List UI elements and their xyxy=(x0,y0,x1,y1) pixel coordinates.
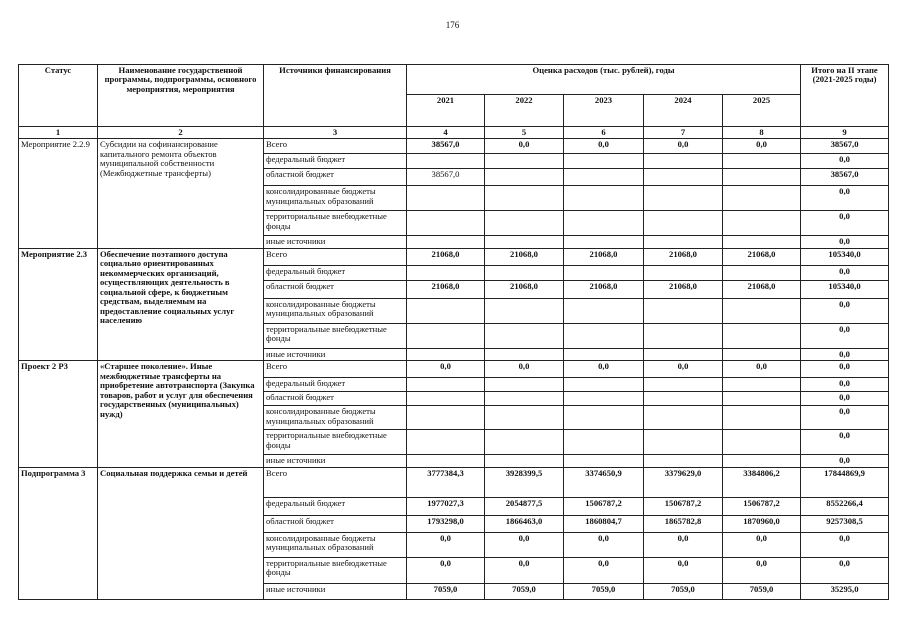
year-value-cell xyxy=(485,265,564,280)
year-value-cell xyxy=(485,348,564,360)
status-cell: Мероприятие 2.3 xyxy=(19,248,98,360)
year-value-cell xyxy=(485,378,564,392)
year-value-cell xyxy=(723,298,801,323)
total-value-cell: 105340,0 xyxy=(801,248,889,265)
year-value-cell xyxy=(407,348,485,360)
status-cell: Проект 2 Р3 xyxy=(19,361,98,467)
year-value-cell xyxy=(485,406,564,430)
column-number: 8 xyxy=(723,127,801,139)
program-name-cell: «Старшее поколение». Иные межбюджетные трансферты на приобретение автотранспорта (Закупка товаров, работ и услуг для обеспечения государственных (муниципальных) нужд) xyxy=(98,361,264,467)
year-value-cell: 0,0 xyxy=(723,557,801,583)
year-value-cell xyxy=(564,169,644,186)
year-value-cell: 21068,0 xyxy=(485,280,564,298)
year-value-cell: 21068,0 xyxy=(644,280,723,298)
year-value-cell xyxy=(485,455,564,467)
year-value-cell xyxy=(644,154,723,169)
header-source: Источники финансирования xyxy=(264,65,407,127)
year-value-cell: 0,0 xyxy=(564,557,644,583)
year-value-cell xyxy=(485,154,564,169)
source-cell: территориальные внебюджетные фонды xyxy=(264,211,407,236)
year-value-cell xyxy=(407,430,485,455)
status-cell: Подпрограмма 3 xyxy=(19,467,98,599)
year-value-cell: 3928399,5 xyxy=(485,467,564,497)
year-value-cell xyxy=(564,348,644,360)
column-number: 7 xyxy=(644,127,723,139)
year-value-cell: 0,0 xyxy=(644,557,723,583)
source-cell: областной бюджет xyxy=(264,280,407,298)
source-cell: территориальные внебюджетные фонды xyxy=(264,323,407,348)
header-year: 2021 xyxy=(407,95,485,127)
year-value-cell xyxy=(723,430,801,455)
year-value-cell xyxy=(564,298,644,323)
year-value-cell xyxy=(564,323,644,348)
year-value-cell: 1506787,2 xyxy=(564,497,644,515)
total-value-cell: 35295,0 xyxy=(801,583,889,599)
year-value-cell xyxy=(644,236,723,248)
year-value-cell: 0,0 xyxy=(723,361,801,378)
year-value-cell xyxy=(723,406,801,430)
year-value-cell xyxy=(723,455,801,467)
year-value-cell: 21068,0 xyxy=(723,248,801,265)
year-value-cell xyxy=(407,211,485,236)
year-value-cell xyxy=(723,323,801,348)
year-value-cell: 21068,0 xyxy=(564,280,644,298)
year-value-cell: 7059,0 xyxy=(564,583,644,599)
table-row xyxy=(19,361,889,378)
year-value-cell xyxy=(644,186,723,211)
year-value-cell xyxy=(564,265,644,280)
column-number: 3 xyxy=(264,127,407,139)
year-value-cell: 1977027,3 xyxy=(407,497,485,515)
column-number: 9 xyxy=(801,127,889,139)
year-value-cell xyxy=(644,298,723,323)
total-value-cell: 0,0 xyxy=(801,361,889,378)
year-value-cell: 0,0 xyxy=(723,139,801,154)
year-value-cell: 1866463,0 xyxy=(485,515,564,532)
year-value-cell: 0,0 xyxy=(485,532,564,557)
year-value-cell: 3384806,2 xyxy=(723,467,801,497)
program-name-cell: Обеспечение поэтапного доступа социально ориентированных некоммерческих организаций, осуществляющих деятельность в социальной сфере, к бюджетным средствам, выделяемым на предоставление социальных услуг населению xyxy=(98,248,264,360)
year-value-cell xyxy=(485,169,564,186)
column-number: 6 xyxy=(564,127,644,139)
source-cell: консолидированные бюджеты муниципальных образований xyxy=(264,298,407,323)
page-number: 176 xyxy=(445,20,460,30)
year-value-cell xyxy=(644,169,723,186)
year-value-cell xyxy=(407,236,485,248)
year-value-cell: 3379629,0 xyxy=(644,467,723,497)
year-value-cell xyxy=(644,348,723,360)
total-value-cell: 0,0 xyxy=(801,455,889,467)
year-value-cell xyxy=(723,378,801,392)
year-value-cell: 1860804,7 xyxy=(564,515,644,532)
year-value-cell xyxy=(564,430,644,455)
year-value-cell xyxy=(485,236,564,248)
year-value-cell xyxy=(485,298,564,323)
year-value-cell xyxy=(407,154,485,169)
total-value-cell: 105340,0 xyxy=(801,280,889,298)
year-value-cell: 38567,0 xyxy=(407,139,485,154)
source-cell: федеральный бюджет xyxy=(264,154,407,169)
year-value-cell xyxy=(723,211,801,236)
year-value-cell xyxy=(644,455,723,467)
year-value-cell xyxy=(485,211,564,236)
table-body xyxy=(19,139,889,599)
program-name-cell: Социальная поддержка семьи и детей xyxy=(98,467,264,599)
source-cell: иные источники xyxy=(264,455,407,467)
year-value-cell: 1793298,0 xyxy=(407,515,485,532)
year-value-cell: 0,0 xyxy=(644,361,723,378)
year-value-cell xyxy=(407,392,485,406)
total-value-cell: 0,0 xyxy=(801,265,889,280)
year-value-cell xyxy=(644,392,723,406)
year-value-cell: 1870960,0 xyxy=(723,515,801,532)
total-value-cell: 0,0 xyxy=(801,392,889,406)
total-value-cell: 0,0 xyxy=(801,298,889,323)
source-cell: областной бюджет xyxy=(264,515,407,532)
source-cell: иные источники xyxy=(264,583,407,599)
year-value-cell xyxy=(485,392,564,406)
year-value-cell xyxy=(407,186,485,211)
total-value-cell: 0,0 xyxy=(801,211,889,236)
year-value-cell: 0,0 xyxy=(564,139,644,154)
year-value-cell xyxy=(564,406,644,430)
table-row xyxy=(19,139,889,154)
header-total: Итого на II этапе (2021-2025 годы) xyxy=(801,65,889,127)
year-value-cell: 0,0 xyxy=(564,532,644,557)
total-value-cell: 0,0 xyxy=(801,430,889,455)
year-value-cell: 1865782,8 xyxy=(644,515,723,532)
year-value-cell: 2054877,5 xyxy=(485,497,564,515)
year-value-cell: 0,0 xyxy=(407,361,485,378)
source-cell: федеральный бюджет xyxy=(264,265,407,280)
table-row xyxy=(19,467,889,497)
column-number: 2 xyxy=(98,127,264,139)
column-number: 1 xyxy=(19,127,98,139)
source-cell: Всего xyxy=(264,361,407,378)
source-cell: территориальные внебюджетные фонды xyxy=(264,430,407,455)
header-year: 2024 xyxy=(644,95,723,127)
year-value-cell: 21068,0 xyxy=(485,248,564,265)
year-value-cell: 0,0 xyxy=(644,532,723,557)
year-value-cell xyxy=(723,154,801,169)
year-value-cell: 0,0 xyxy=(564,361,644,378)
header-year: 2025 xyxy=(723,95,801,127)
header-status: Статус xyxy=(19,65,98,127)
year-value-cell xyxy=(485,430,564,455)
year-value-cell xyxy=(644,211,723,236)
year-value-cell xyxy=(564,154,644,169)
year-value-cell: 0,0 xyxy=(723,532,801,557)
column-number: 5 xyxy=(485,127,564,139)
header-year: 2023 xyxy=(564,95,644,127)
year-value-cell xyxy=(723,236,801,248)
total-value-cell: 0,0 xyxy=(801,236,889,248)
total-value-cell: 0,0 xyxy=(801,557,889,583)
year-value-cell: 21068,0 xyxy=(723,280,801,298)
year-value-cell xyxy=(564,236,644,248)
year-value-cell xyxy=(723,186,801,211)
header-year: 2022 xyxy=(485,95,564,127)
year-value-cell: 38567,0 xyxy=(407,169,485,186)
year-value-cell xyxy=(564,392,644,406)
year-value-cell xyxy=(644,378,723,392)
year-value-cell: 7059,0 xyxy=(485,583,564,599)
year-value-cell xyxy=(644,430,723,455)
total-value-cell: 38567,0 xyxy=(801,139,889,154)
column-number: 4 xyxy=(407,127,485,139)
total-value-cell: 0,0 xyxy=(801,348,889,360)
year-value-cell xyxy=(564,455,644,467)
source-cell: территориальные внебюджетные фонды xyxy=(264,557,407,583)
source-cell: Всего xyxy=(264,139,407,154)
source-cell: иные источники xyxy=(264,236,407,248)
year-value-cell xyxy=(564,186,644,211)
budget-table xyxy=(18,64,889,600)
source-cell: федеральный бюджет xyxy=(264,378,407,392)
year-value-cell: 3374650,9 xyxy=(564,467,644,497)
source-cell: Всего xyxy=(264,467,407,497)
year-value-cell xyxy=(644,406,723,430)
total-value-cell: 38567,0 xyxy=(801,169,889,186)
status-cell: Мероприятие 2.2.9 xyxy=(19,139,98,248)
year-value-cell: 1506787,2 xyxy=(644,497,723,515)
total-value-cell: 8552266,4 xyxy=(801,497,889,515)
year-value-cell xyxy=(723,169,801,186)
year-value-cell xyxy=(485,186,564,211)
year-value-cell xyxy=(407,323,485,348)
source-cell: иные источники xyxy=(264,348,407,360)
total-value-cell: 0,0 xyxy=(801,378,889,392)
year-value-cell xyxy=(407,298,485,323)
year-value-cell xyxy=(723,348,801,360)
program-name-cell: Субсидии на софинансирование капитального ремонта объектов муниципальной собственности (Межбюджетные трансферты) xyxy=(98,139,264,248)
year-value-cell: 0,0 xyxy=(407,557,485,583)
total-value-cell: 17844869,9 xyxy=(801,467,889,497)
table-row xyxy=(19,248,889,265)
year-value-cell: 0,0 xyxy=(485,139,564,154)
header-estimate: Оценка расходов (тыс. рублей), годы xyxy=(407,65,801,95)
year-value-cell: 3777384,3 xyxy=(407,467,485,497)
source-cell: консолидированные бюджеты муниципальных образований xyxy=(264,532,407,557)
year-value-cell xyxy=(723,265,801,280)
header-program: Наименование государственной программы, подпрограммы, основного мероприятия, мероприятия xyxy=(98,65,264,127)
year-value-cell: 0,0 xyxy=(644,139,723,154)
year-value-cell: 7059,0 xyxy=(407,583,485,599)
total-value-cell: 0,0 xyxy=(801,406,889,430)
year-value-cell: 21068,0 xyxy=(644,248,723,265)
year-value-cell: 21068,0 xyxy=(564,248,644,265)
source-cell: консолидированные бюджеты муниципальных образований xyxy=(264,186,407,211)
year-value-cell xyxy=(485,323,564,348)
year-value-cell: 0,0 xyxy=(485,557,564,583)
source-cell: федеральный бюджет xyxy=(264,497,407,515)
total-value-cell: 0,0 xyxy=(801,323,889,348)
year-value-cell xyxy=(407,378,485,392)
total-value-cell: 9257308,5 xyxy=(801,515,889,532)
total-value-cell: 0,0 xyxy=(801,186,889,211)
source-cell: Всего xyxy=(264,248,407,265)
year-value-cell: 0,0 xyxy=(407,532,485,557)
year-value-cell: 7059,0 xyxy=(723,583,801,599)
year-value-cell xyxy=(564,211,644,236)
source-cell: областной бюджет xyxy=(264,392,407,406)
year-value-cell xyxy=(723,392,801,406)
year-value-cell xyxy=(407,455,485,467)
total-value-cell: 0,0 xyxy=(801,154,889,169)
year-value-cell xyxy=(564,378,644,392)
year-value-cell: 1506787,2 xyxy=(723,497,801,515)
year-value-cell xyxy=(407,406,485,430)
year-value-cell: 0,0 xyxy=(485,361,564,378)
year-value-cell xyxy=(644,265,723,280)
year-value-cell: 7059,0 xyxy=(644,583,723,599)
year-value-cell xyxy=(407,265,485,280)
year-value-cell xyxy=(644,323,723,348)
total-value-cell: 0,0 xyxy=(801,532,889,557)
year-value-cell: 21068,0 xyxy=(407,280,485,298)
source-cell: областной бюджет xyxy=(264,169,407,186)
source-cell: консолидированные бюджеты муниципальных образований xyxy=(264,406,407,430)
year-value-cell: 21068,0 xyxy=(407,248,485,265)
